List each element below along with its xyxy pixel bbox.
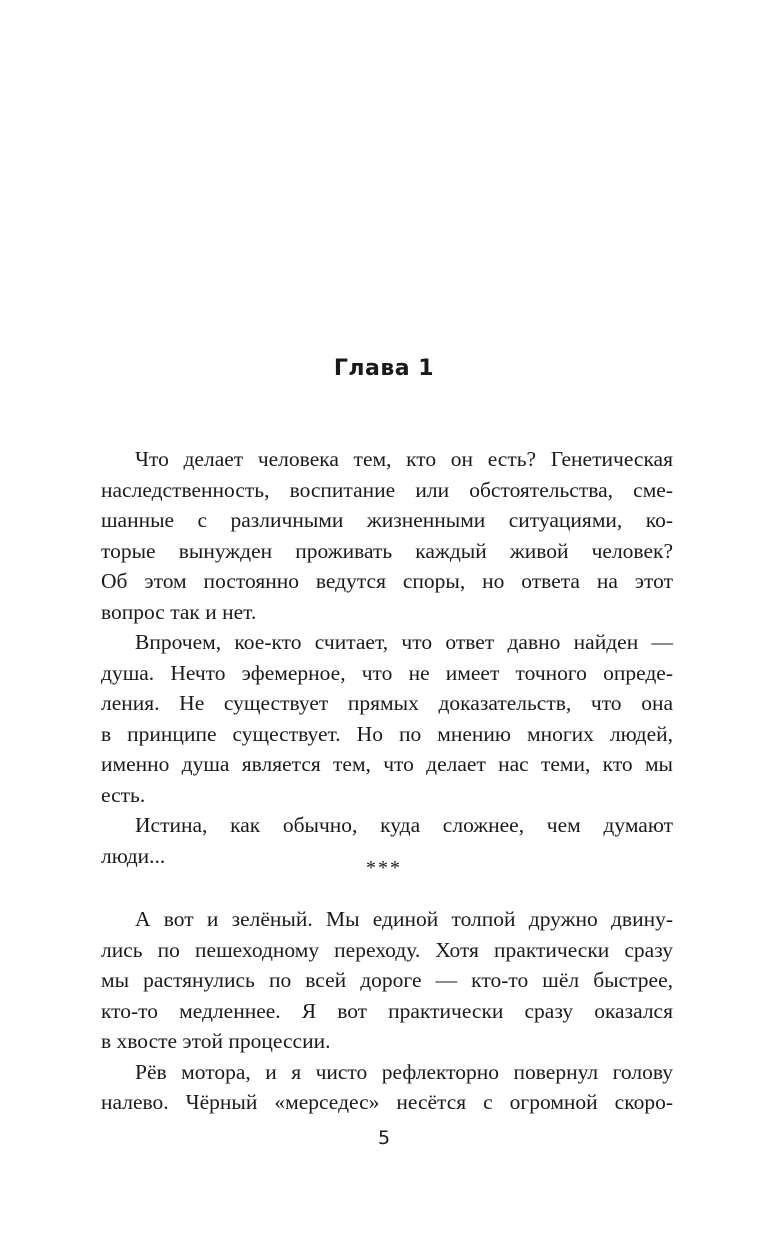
section-1-text bbox=[101, 444, 673, 871]
section-2-text bbox=[101, 904, 673, 1118]
text-line: налево. Чёрный «мерседес» несётся с огромной скоро- bbox=[101, 1090, 673, 1114]
text-line: А вот и зелёный. Мы единой толпой дружно двину- bbox=[135, 907, 673, 931]
text-line: Об этом постоянно ведутся споры, но ответа на этот bbox=[101, 569, 673, 593]
section-separator: *** bbox=[366, 857, 402, 879]
text-line: шанные с различными жизненными ситуациями, ко- bbox=[101, 508, 673, 532]
text-line: душа. Нечто эфемерное, что не имеет точного опреде- bbox=[101, 660, 673, 685]
text-line: ления. Не существует прямых доказательств, что она bbox=[101, 691, 673, 715]
text-line: лись по пешеходному переходу. Хотя практически сразу bbox=[101, 937, 673, 962]
text-line: есть. bbox=[101, 782, 146, 807]
text-line: в принципе существует. Но по мнению многих людей, bbox=[101, 721, 673, 746]
text-line: люди... bbox=[101, 843, 166, 868]
text-line: вопрос так и нет. bbox=[101, 599, 257, 624]
text-line: мы растянулись по всей дороге — кто-то шёл быстрее, bbox=[101, 968, 673, 992]
text-line: в хвосте этой процессии. bbox=[101, 1029, 331, 1053]
chapter-title: Глава 1 bbox=[333, 356, 435, 381]
text-line: Что делает человека тем, кто он есть? Генетическая bbox=[135, 447, 673, 471]
page-number: 5 bbox=[377, 1127, 391, 1149]
text-line: именно душа является тем, что делает нас теми, кто мы bbox=[101, 752, 673, 776]
text-line: кто-то медленнее. Я вот практически сразу оказался bbox=[101, 998, 673, 1023]
text-line: Впрочем, кое-кто считает, что ответ давно найден — bbox=[135, 630, 673, 654]
text-line: Истина, как обычно, куда сложнее, чем думают bbox=[135, 813, 673, 837]
text-line: наследственность, воспитание или обстоятельства, сме- bbox=[101, 477, 673, 502]
text-line: Рёв мотора, и я чисто рефлекторно повернул голову bbox=[135, 1059, 673, 1084]
text-line: торые вынужден проживать каждый живой человек? bbox=[101, 538, 673, 563]
